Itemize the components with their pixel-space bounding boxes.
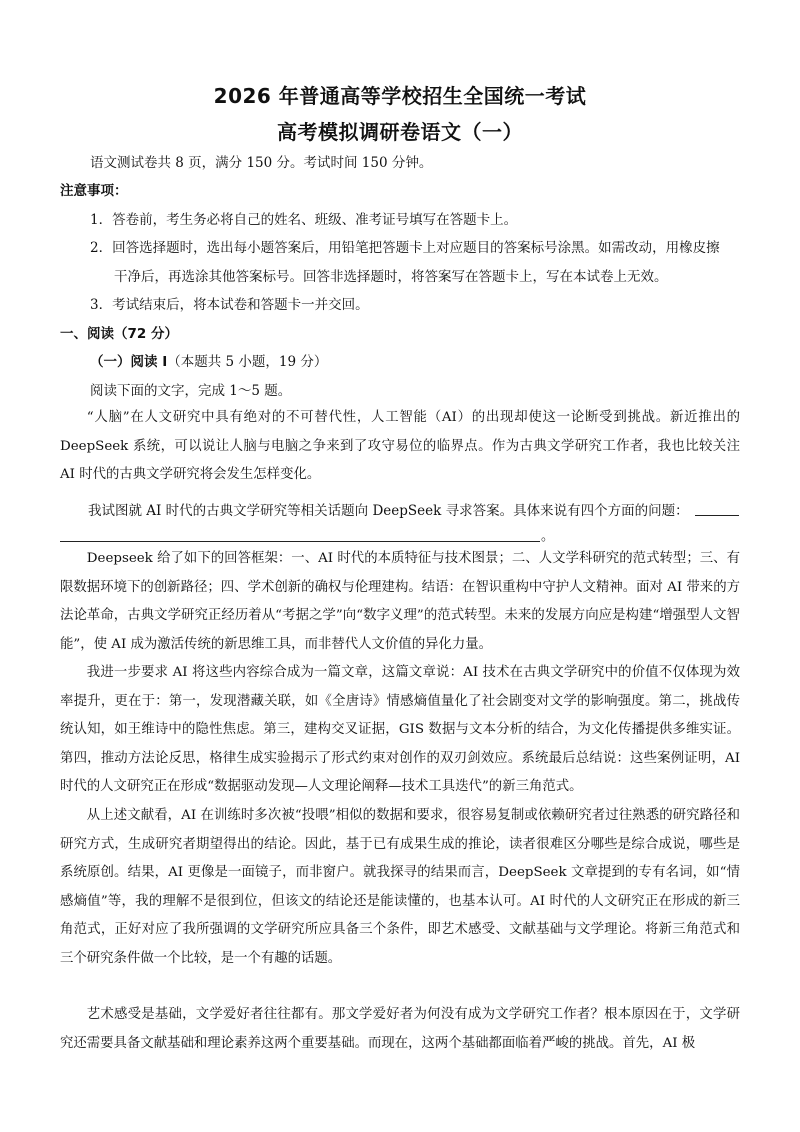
exam-info: 语文测试卷共 8 页，满分 150 分。考试时间 150 分钟。 — [90, 155, 433, 171]
answer-blank-line-2[interactable] — [60, 541, 540, 542]
reading-instruction: 阅读下面的文字，完成 1～5 题。 — [90, 383, 292, 399]
answer-blank-line-1[interactable] — [695, 515, 739, 516]
passage-paragraph-4: 我进一步要求 AI 将这些内容综合成为一篇文章，这篇文章说：AI 技术在古典文学研究中的价值不仅体现为效率提升，更在于：第一，发现潜藏关联，如《全唐诗》情感熵值量化了社会剧变对文学的影响强度。第二，挑战传统认知，如王维诗中的隐性焦虑。第三，建构交叉证据，GIS 数据与文本分析的结合，为文化传播提供多维实证。第四，推动方法论反思，格律生成实验揭示了形式约束对创作的双刃剑效应。系统最后总结说：这些案例证明，AI 时代的人文研究正在形成“数据驱动发现—人文理论阐释—技术工具迭代”的新三角范式。 — [60, 665, 740, 794]
passage-paragraph-3: Deepseek 给了如下的回答框架：一、AI 时代的本质特征与技术图景；二、人文学科研究的范式转型；三、有限数据环境下的创新路径；四、学术创新的确权与伦理建构。结语：在智识重构中守护人文精神。面对 AI 带来的方法论革命，古典文学研究正经历着从“考据之学”向“数字义理”的范式转型。未来的发展方向应是构建“增强型人文智能”，使 AI 成为激活传统的新思维工具，而非替代人文价值的异化力量。 — [60, 551, 740, 652]
section-heading: 一、阅读（72 分） — [60, 326, 178, 342]
passage-paragraph-6: 艺术感受是基础，文学爱好者往往都有。那文学爱好者为何没有成为文学研究工作者？根本原因在于，文学研究还需要具备文献基础和理论素养这两个重要基础。而现在，这两个基础都面临着严峻的挑战。首先，AI 极 — [60, 1007, 740, 1051]
passage-paragraph-5: 从上述文献看，AI 在训练时多次被“投喂”相似的数据和要求，很容易复制或依赖研究者过往熟悉的研究路径和研究方式，生成研究者期望得出的结论。因此，基于已有成果生成的推论，读者很难区分哪些是综合成说，哪些是系统原创。结果，AI 更像是一面镜子，而非窗户。就我探寻的结果而言，DeepSeek 文章提到的专有名词，如“情感熵值”等，我的理解不是很到位，但该文的结论还是能读懂的，也基本认可。AI 时代的人文研究正在形成的新三角范式，正好对应了我所强调的文学研究所应具备三个条件，即艺术感受、文献基础与文学理论。将新三角范式和三个研究条件做一个比较，是一个有趣的话题。 — [60, 808, 740, 966]
notice-item-1: 1．答卷前，考生务必将自己的姓名、班级、准考证号填写在答题卡上。 — [90, 212, 518, 228]
notice-item-2-line2: 干净后，再选涂其他答案标号。回答非选择题时，将答案写在答题卡上，写在本试卷上无效。 — [114, 269, 668, 285]
exam-title: 2026 年普通高等学校招生全国统一考试 — [213, 84, 587, 108]
passage-paragraph-2: 我试图就 AI 时代的古典文学研究等相关话题向 DeepSeek 寻求答案。具体来说有四个方面的问题： — [88, 503, 689, 519]
passage-paragraph-1: “人脑”在人文研究中具有绝对的不可替代性，人工智能（AI）的出现却使这一论断受到挑战。新近推出的 DeepSeek 系统，可以说让人脑与电脑之争来到了攻守易位的临界点。作为古典文学研究工作者，我也比较关注 AI 时代的古典文学研究将会发生怎样变化。 — [60, 410, 740, 482]
passage-paragraph-2-end: 。 — [541, 529, 555, 544]
notice-item-3: 3．考试结束后，将本试卷和答题卡一并交回。 — [90, 297, 369, 313]
notice-item-2-line1: 2．回答选择题时，选出每小题答案后，用铅笔把答题卡上对应题目的答案标号涂黑。如需改动，用橡皮擦 — [90, 240, 720, 256]
exam-subtitle: 高考模拟调研卷语文（一） — [277, 120, 523, 144]
subsection-heading-bold: （一）阅读 I — [90, 354, 168, 370]
notice-heading: 注意事项： — [60, 183, 128, 199]
subsection-heading-note: （本题共 5 小题，19 分） — [167, 354, 328, 370]
subsection-heading — [90, 352, 327, 372]
